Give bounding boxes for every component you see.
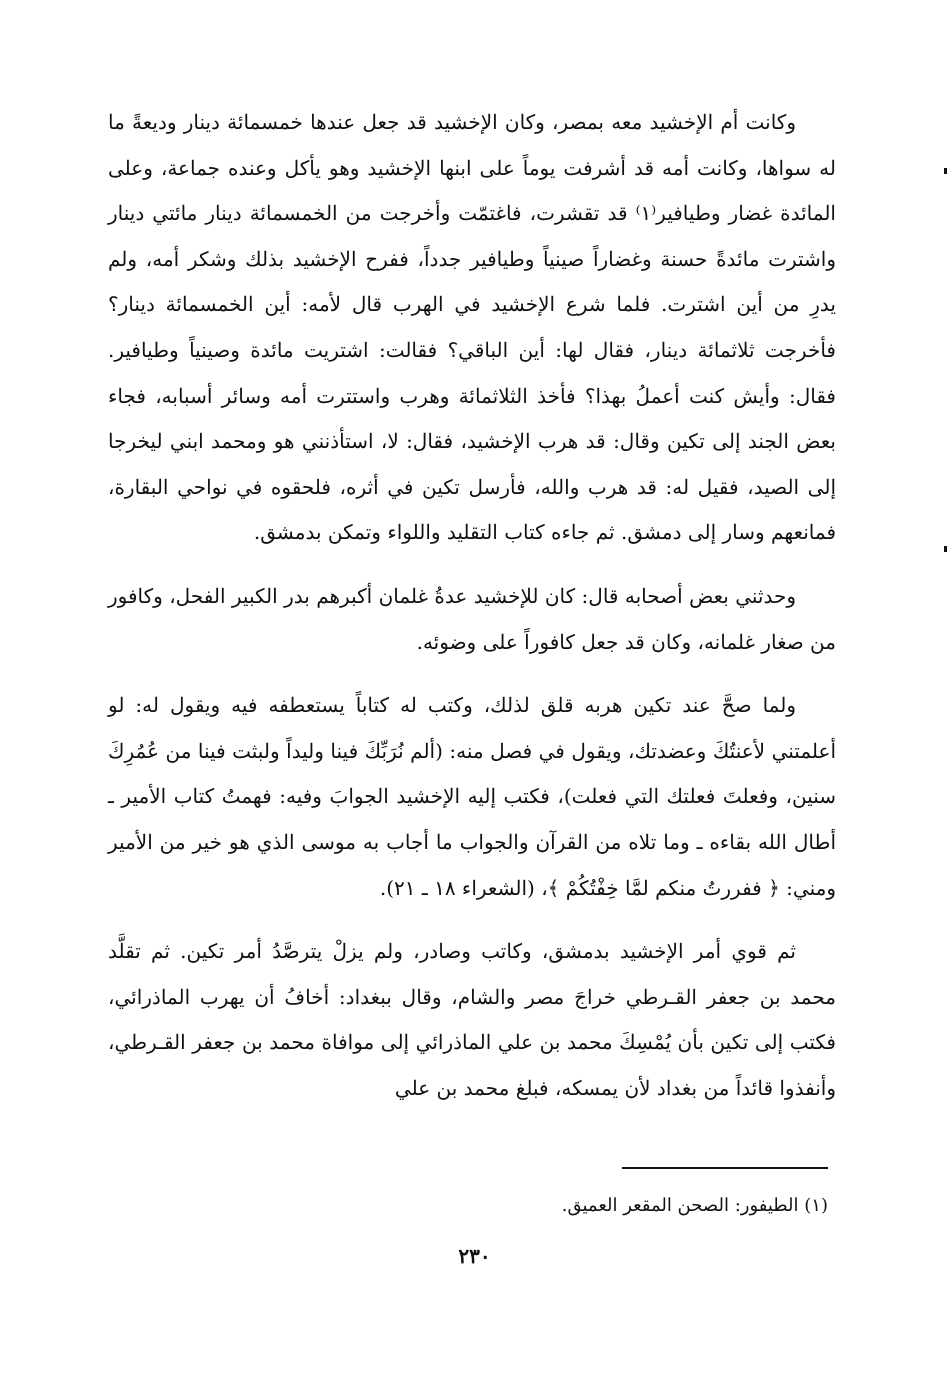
paragraph-ikhshid-mother: وكانت أم الإخشيد معه بمصر، وكان الإخشيد قد جعل عندها خمسمائة دينار وديعةً ما له سواها، وكانت أمه قد أشرفت يوماً على ابنها الإخشيد وهو يأكل وعنده جماعة، وعلى المائدة غضار وطيافير⁽١⁾ قد تقشرت، فاغتمّت وأخرجت من الخمسمائة دينار مائتي دينار واشترت مائدةً حسنة وغضاراً صينياً وطيافير جدداً، ففرح الإخشيد بذلك وشكر أمه، ولم يدرِ من أين اشترت. فلما شرع الإخشيد في الهرب قال لأمه: أين الخمسمائة دينار؟ فأخرجت ثلاثمائة دينار، فقال لها: أين الباقي؟ فقالت: اشتريت مائدة وصينياً وطيافير. فقال: وأيش كنت أعملُ بهذا؟ فأخذ الثلاثمائة وهرب واستترت أمه وسائر أسبابه، فجاء بعض الجند إلى تكين وقال: قد هرب الإخشيد، فقال: لا، استأذنني هو ومحمد ابني ليخرجا إلى الصيد، فقيل له: قد هرب والله، فأرسل تكين في أثره، فلحقوه في نواحي البقارة، فمانعهم وسار إلى دمشق. ثم جاءه كتاب التقليد واللواء وتمكن بدمشق. [108, 110, 836, 545]
main-text [108, 100, 836, 1111]
paragraph-ikhshid-servants: وحدثني بعض أصحابه قال: كان للإخشيد عدةُ غلمان أكبرهم بدر الكبير الفحل، وكافور من صغار غلمانه، وكان قد جعل كافوراً على وضوئه. [108, 583, 836, 654]
scan-speck [944, 546, 947, 552]
footnote-divider [622, 1167, 828, 1169]
scan-speck [944, 168, 947, 174]
footnote: (١) الطيفور: الصحن المقعر العميق. [561, 1195, 828, 1216]
page-number: ٢٣٠ [458, 1244, 491, 1268]
paragraph-damascus: ثم قوي أمر الإخشيد بدمشق، وكاتب وصادر، ولم يزلْ يترصَّدُ أمر تكين. ثم تقلَّد محمد بن جعفر القـرطي خراجَ مصر والشام، وقال ببغداد: أخافُ أن يهرب الماذرائي، فكتب إلى تكين بأن يُمْسِكَ محمد بن علي الماذرائي إلى موافاة محمد بن جعفر القـرطي، وأنفذوا قائداً من بغداد لأن يمسكه، فبلغ محمد بن علي [108, 939, 836, 1100]
paragraph-tekin-letter: ولما صحَّ عند تكين هربه قلق لذلك، وكتب له كتاباً يستعطفه فيه ويقول له: لو أعلمتني لأعنتُكَ وعضدتك، ويقول في فصل منه: (ألم نُرَبِّكَ فينا وليداً ولبثت فينا من عُمُرِكَ سنين، وفعلتَ فعلتك التي فعلت)، فكتب إليه الإخشيد الجوابَ وفيه: فهمتُ كتاب الأمير ـ أطال الله بقاءه ـ وما تلاه من القرآن والجواب ما أجاب به موسى الذي هو خير من الأمير ومني: ﴿ ففررتُ منكم لمَّا خِفْتُكُمْ ﴾، (الشعراء ١٨ ـ ٢١). [108, 693, 836, 900]
